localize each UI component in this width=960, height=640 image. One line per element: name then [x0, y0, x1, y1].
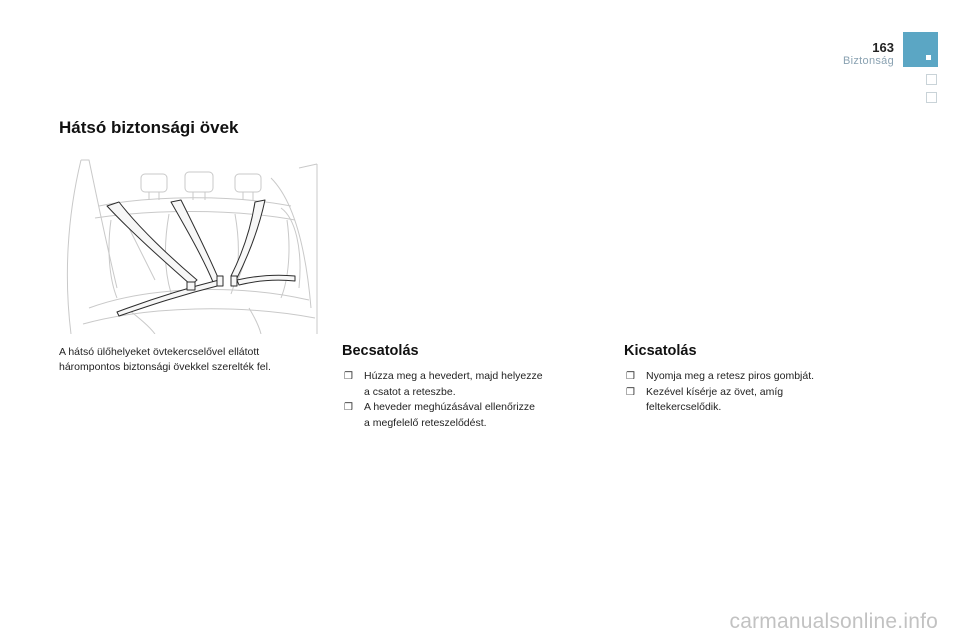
step-line: Nyomja meg a retesz piros gombját. [646, 370, 815, 382]
becsatolas-step-2 [342, 400, 592, 431]
chapter-tab-active[interactable] [903, 32, 938, 67]
checkbox-bullet-icon: ❒ [344, 402, 353, 413]
step-line: a megfelelő reteszelődést. [364, 416, 487, 429]
becsatolas-steps [342, 369, 592, 431]
step-line: a csatot a reteszbe. [364, 385, 456, 398]
checkbox-bullet-icon: ❒ [626, 386, 635, 398]
kicsatolas-heading: Kicsatolás [624, 343, 697, 359]
rear-seat-belts-illustration [59, 158, 321, 334]
step-line: feltekercselődik. [646, 401, 722, 413]
intro-text [59, 345, 329, 375]
section-title: Hátsó biztonsági övek [59, 118, 239, 137]
intro-line-2: hárompontos biztonsági övekkel szerelték fel. [59, 361, 271, 373]
active-tab-marker [926, 55, 931, 60]
step-line: Húzza meg a hevedert, majd helyezze [364, 370, 543, 382]
becsatolas-heading: Becsatolás [342, 343, 419, 359]
kicsatolas-steps [624, 369, 874, 416]
step-line: A heveder meghúzásával ellenőrizze [364, 401, 536, 413]
page-number: 163 [872, 40, 894, 55]
chapter-tab-3[interactable] [926, 92, 937, 103]
intro-line-1: A hátsó ülőhelyeket övtekercselővel ellátott [59, 346, 260, 358]
becsatolas-step-1 [342, 369, 592, 400]
checkbox-bullet-icon: ❒ [626, 371, 635, 382]
kicsatolas-step-1 [624, 369, 874, 385]
chapter-tab-2[interactable] [926, 74, 937, 85]
step-line: Kezével kísérje az övet, amíg [646, 385, 784, 398]
chapter-name: Biztonság [842, 55, 894, 67]
footer-watermark: carmanualsonline.info [729, 610, 938, 633]
checkbox-bullet-icon: ❒ [344, 371, 353, 382]
kicsatolas-step-2 [624, 385, 874, 416]
